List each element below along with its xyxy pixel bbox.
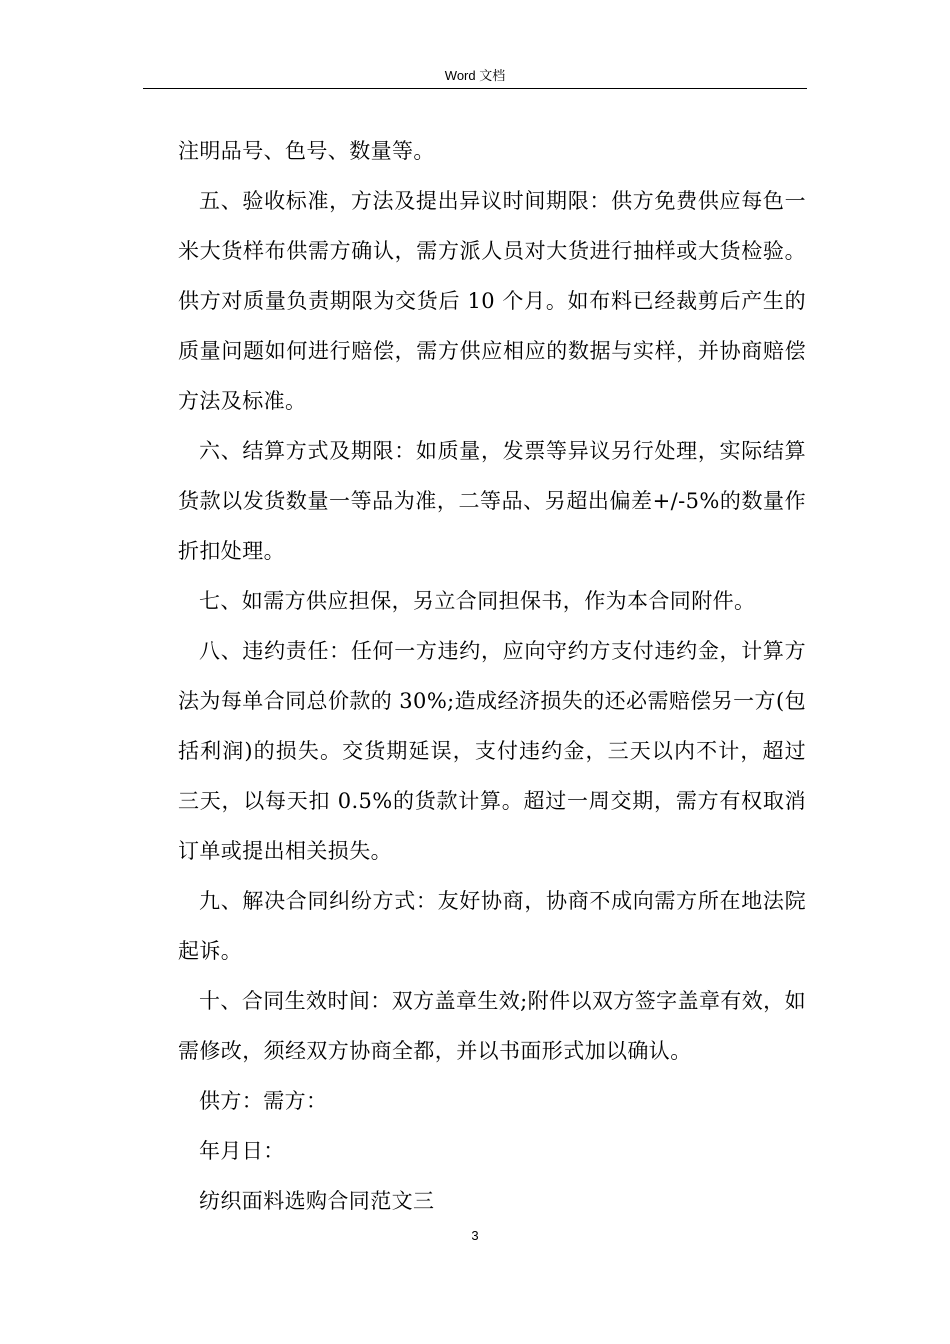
paragraph-guarantee: 七、如需方供应担保，另立合同担保书，作为本合同附件。 bbox=[199, 589, 756, 613]
paragraph-dispute-resolution: 九、解决合同纠纷方式：友好协商，协商不成向需方所在地法院起诉。 bbox=[178, 889, 806, 963]
page-number: 3 bbox=[471, 1228, 479, 1243]
paragraph-section-title: 纺织面料选购合同范文三 bbox=[199, 1189, 435, 1213]
page-header bbox=[143, 66, 807, 89]
paragraph-effective-time: 十、合同生效时间：双方盖章生效;附件以双方签字盖章有效，如需修改，须经双方协商全都，并以书面形式加以确认。 bbox=[178, 989, 806, 1063]
paragraph-acceptance-standards: 五、验收标准，方法及提出异议时间期限：供方免费供应每色一米大货样布供需方确认，需方派人员对大货进行抽样或大货检验。供方对质量负责期限为交货后 10 个月。如布料已经裁剪后产生的质量问题如何进行赔偿，需方供应相应的数据与实样，并协商赔偿方法及标准。 bbox=[178, 189, 806, 413]
header-title: Word 文档 bbox=[444, 68, 506, 83]
document-body bbox=[178, 126, 806, 1226]
paragraph-parties: 供方：需方： bbox=[199, 1089, 328, 1113]
paragraph-continuation: 注明品号、色号、数量等。 bbox=[178, 139, 435, 163]
paragraph-settlement: 六、结算方式及期限：如质量，发票等异议另行处理，实际结算货款以发货数量一等品为准，二等品、另超出偏差+/-5%的数量作折扣处理。 bbox=[178, 439, 806, 563]
paragraph-date: 年月日： bbox=[199, 1139, 285, 1163]
paragraph-breach-liability: 八、违约责任：任何一方违约，应向守约方支付违约金，计算方法为每单合同总价款的 30%;造成经济损失的还必需赔偿另一方(包括利润)的损失。交货期延误，支付违约金，三天以内不计，超过三天，以每天扣 0.5%的货款计算。超过一周交期，需方有权取消订单或提出相关损失。 bbox=[178, 639, 806, 863]
